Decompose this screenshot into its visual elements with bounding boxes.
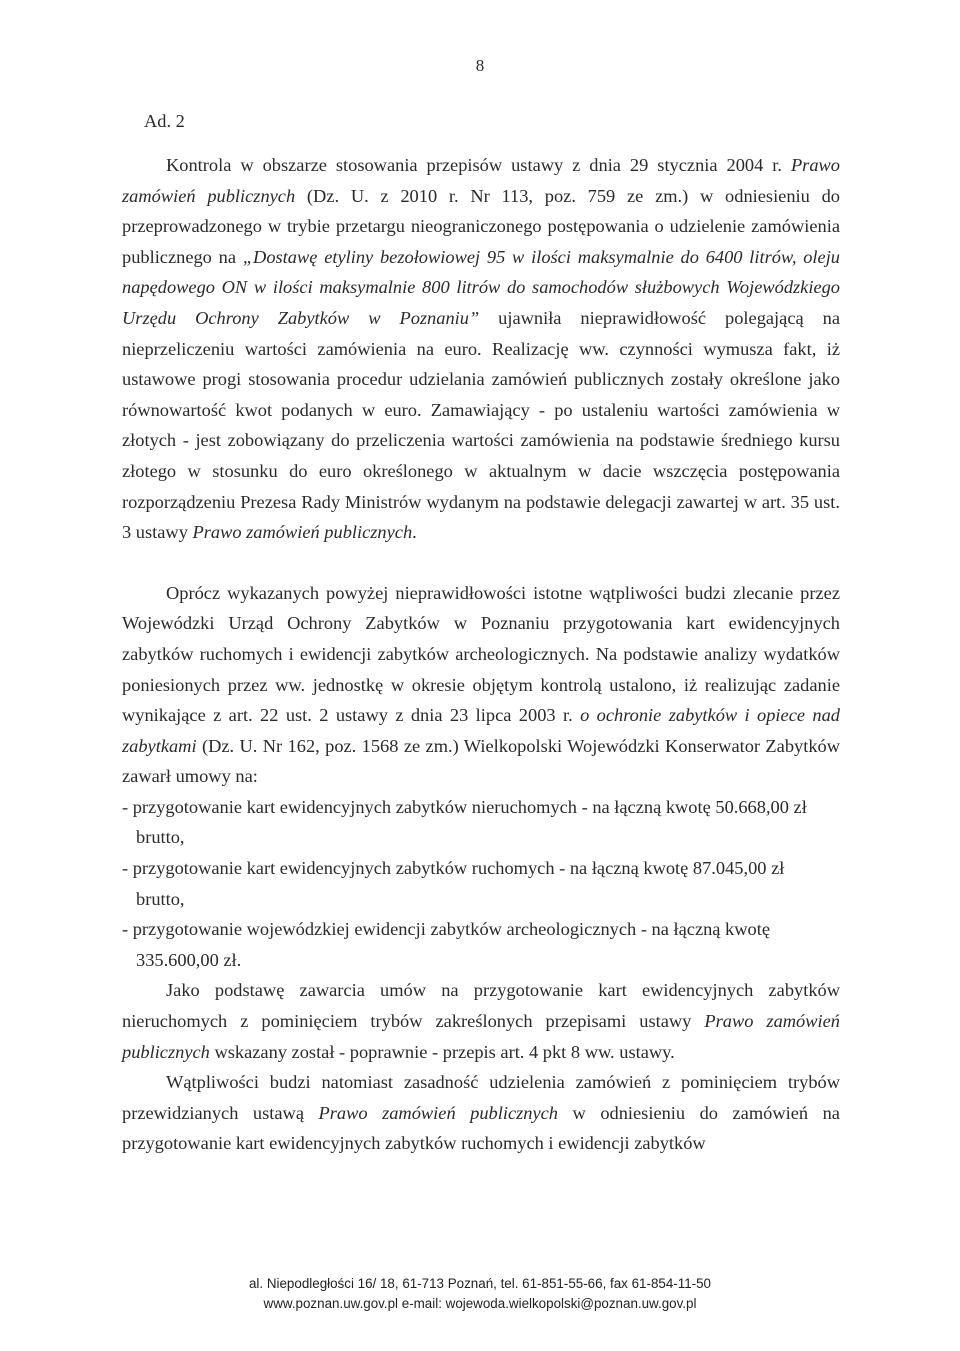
- list-item: - przygotowanie kart ewidencyjnych zabytków nieruchomych - na łączną kwotę 50.668,00 zł brutto,: [122, 796, 807, 848]
- footer-contact: www.poznan.uw.gov.pl e-mail: wojewoda.wielkopolski@poznan.uw.gov.pl: [263, 1296, 697, 1311]
- page-footer: [0, 1274, 960, 1314]
- paragraph-3: Jako podstawę zawarcia umów na przygotowanie kart ewidencyjnych zabytków nieruchomych z pominięciem trybów zakreślonych przepisami ustawy Prawo zamówień publicznych wskazany został - poprawnie - przepis art. 4 pkt 8 ww. ustawy.: [122, 980, 840, 1062]
- paragraph-2: Oprócz wykazanych powyżej nieprawidłowości istotne wątpliwości budzi zlecanie przez Wojewódzki Urząd Ochrony Zabytków w Poznaniu przygotowania kart ewidencyjnych zabytków ruchomych i ewidencji zabytków archeologicznych. Na podstawie analizy wydatków poniesionych przez ww. jednostkę w okresie objętym kontrolą ustalono, iż realizując zadanie wynikające z art. 22 ust. 2 ustawy z dnia 23 lipca 2003 r. o ochronie zabytków i opiece nad zabytkami (Dz. U. Nr 162, poz. 1568 ze zm.) Wielkopolski Wojewódzki Konserwator Zabytków zawarł umowy na:: [122, 582, 840, 787]
- footer-address: al. Niepodległości 16/ 18, 61-713 Poznań, tel. 61-851-55-66, fax 61-854-11-50: [248, 1276, 712, 1291]
- paragraph-1: Kontrola w obszarze stosowania przepisów ustawy z dnia 29 stycznia 2004 r. Prawo zamówień publicznych (Dz. U. z 2010 r. Nr 113, poz. 759 ze zm.) w odniesieniu do przeprowadzonego w trybie przetargu nieograniczonego postępowania o udzielenie zamówienia publicznego na „Dostawę etyliny bezołowiowej 95 w ilości maksymalnie do 6400 litrów, oleju napędowego ON w ilości maksymalnie 800 litrów do samochodów służbowych Wojewódzkiego Urzędu Ochrony Zabytków w Poznaniu” ujawniła nieprawidłowość polegającą na nieprzeliczeniu wartości zamówienia na euro. Realizację ww. czynności wymusza fakt, iż ustawowe progi stosowania procedur udzielania zamówień publicznych zostały określone jako równowartość kwot podanych w euro. Zamawiający - po ustaleniu wartości zamówienia w złotych - jest zobowiązany do przeliczenia wartości zamówienia na podstawie średniego kursu złotego w stosunku do euro określonego w aktualnym w dacie wszczęcia postępowania rozporządzeniu Prezesa Rady Ministrów wydanym na podstawie delegacji zawartej w art. 35 ust. 3 ustawy Prawo zamówień publicznych.: [122, 155, 840, 543]
- list-item: - przygotowanie kart ewidencyjnych zabytków ruchomych - na łączną kwotę 87.045,00 zł brutto,: [122, 858, 785, 909]
- contracts-list: [122, 792, 840, 976]
- page-number: 8: [475, 56, 485, 75]
- list-item: - przygotowanie wojewódzkiej ewidencji zabytków archeologicznych - na łączną kwotę 335.600,00 zł.: [122, 919, 771, 970]
- section-heading: Ad. 2: [144, 111, 185, 131]
- body-text: [122, 106, 840, 1159]
- paragraph-4: Wątpliwości budzi natomiast zasadność udzielenia zamówień z pominięciem trybów przewidzianych ustawą Prawo zamówień publicznych w odniesieniu do zamówień na przygotowanie kart ewidencyjnych zabytków ruchomych i ewidencji zabytków: [122, 1072, 840, 1154]
